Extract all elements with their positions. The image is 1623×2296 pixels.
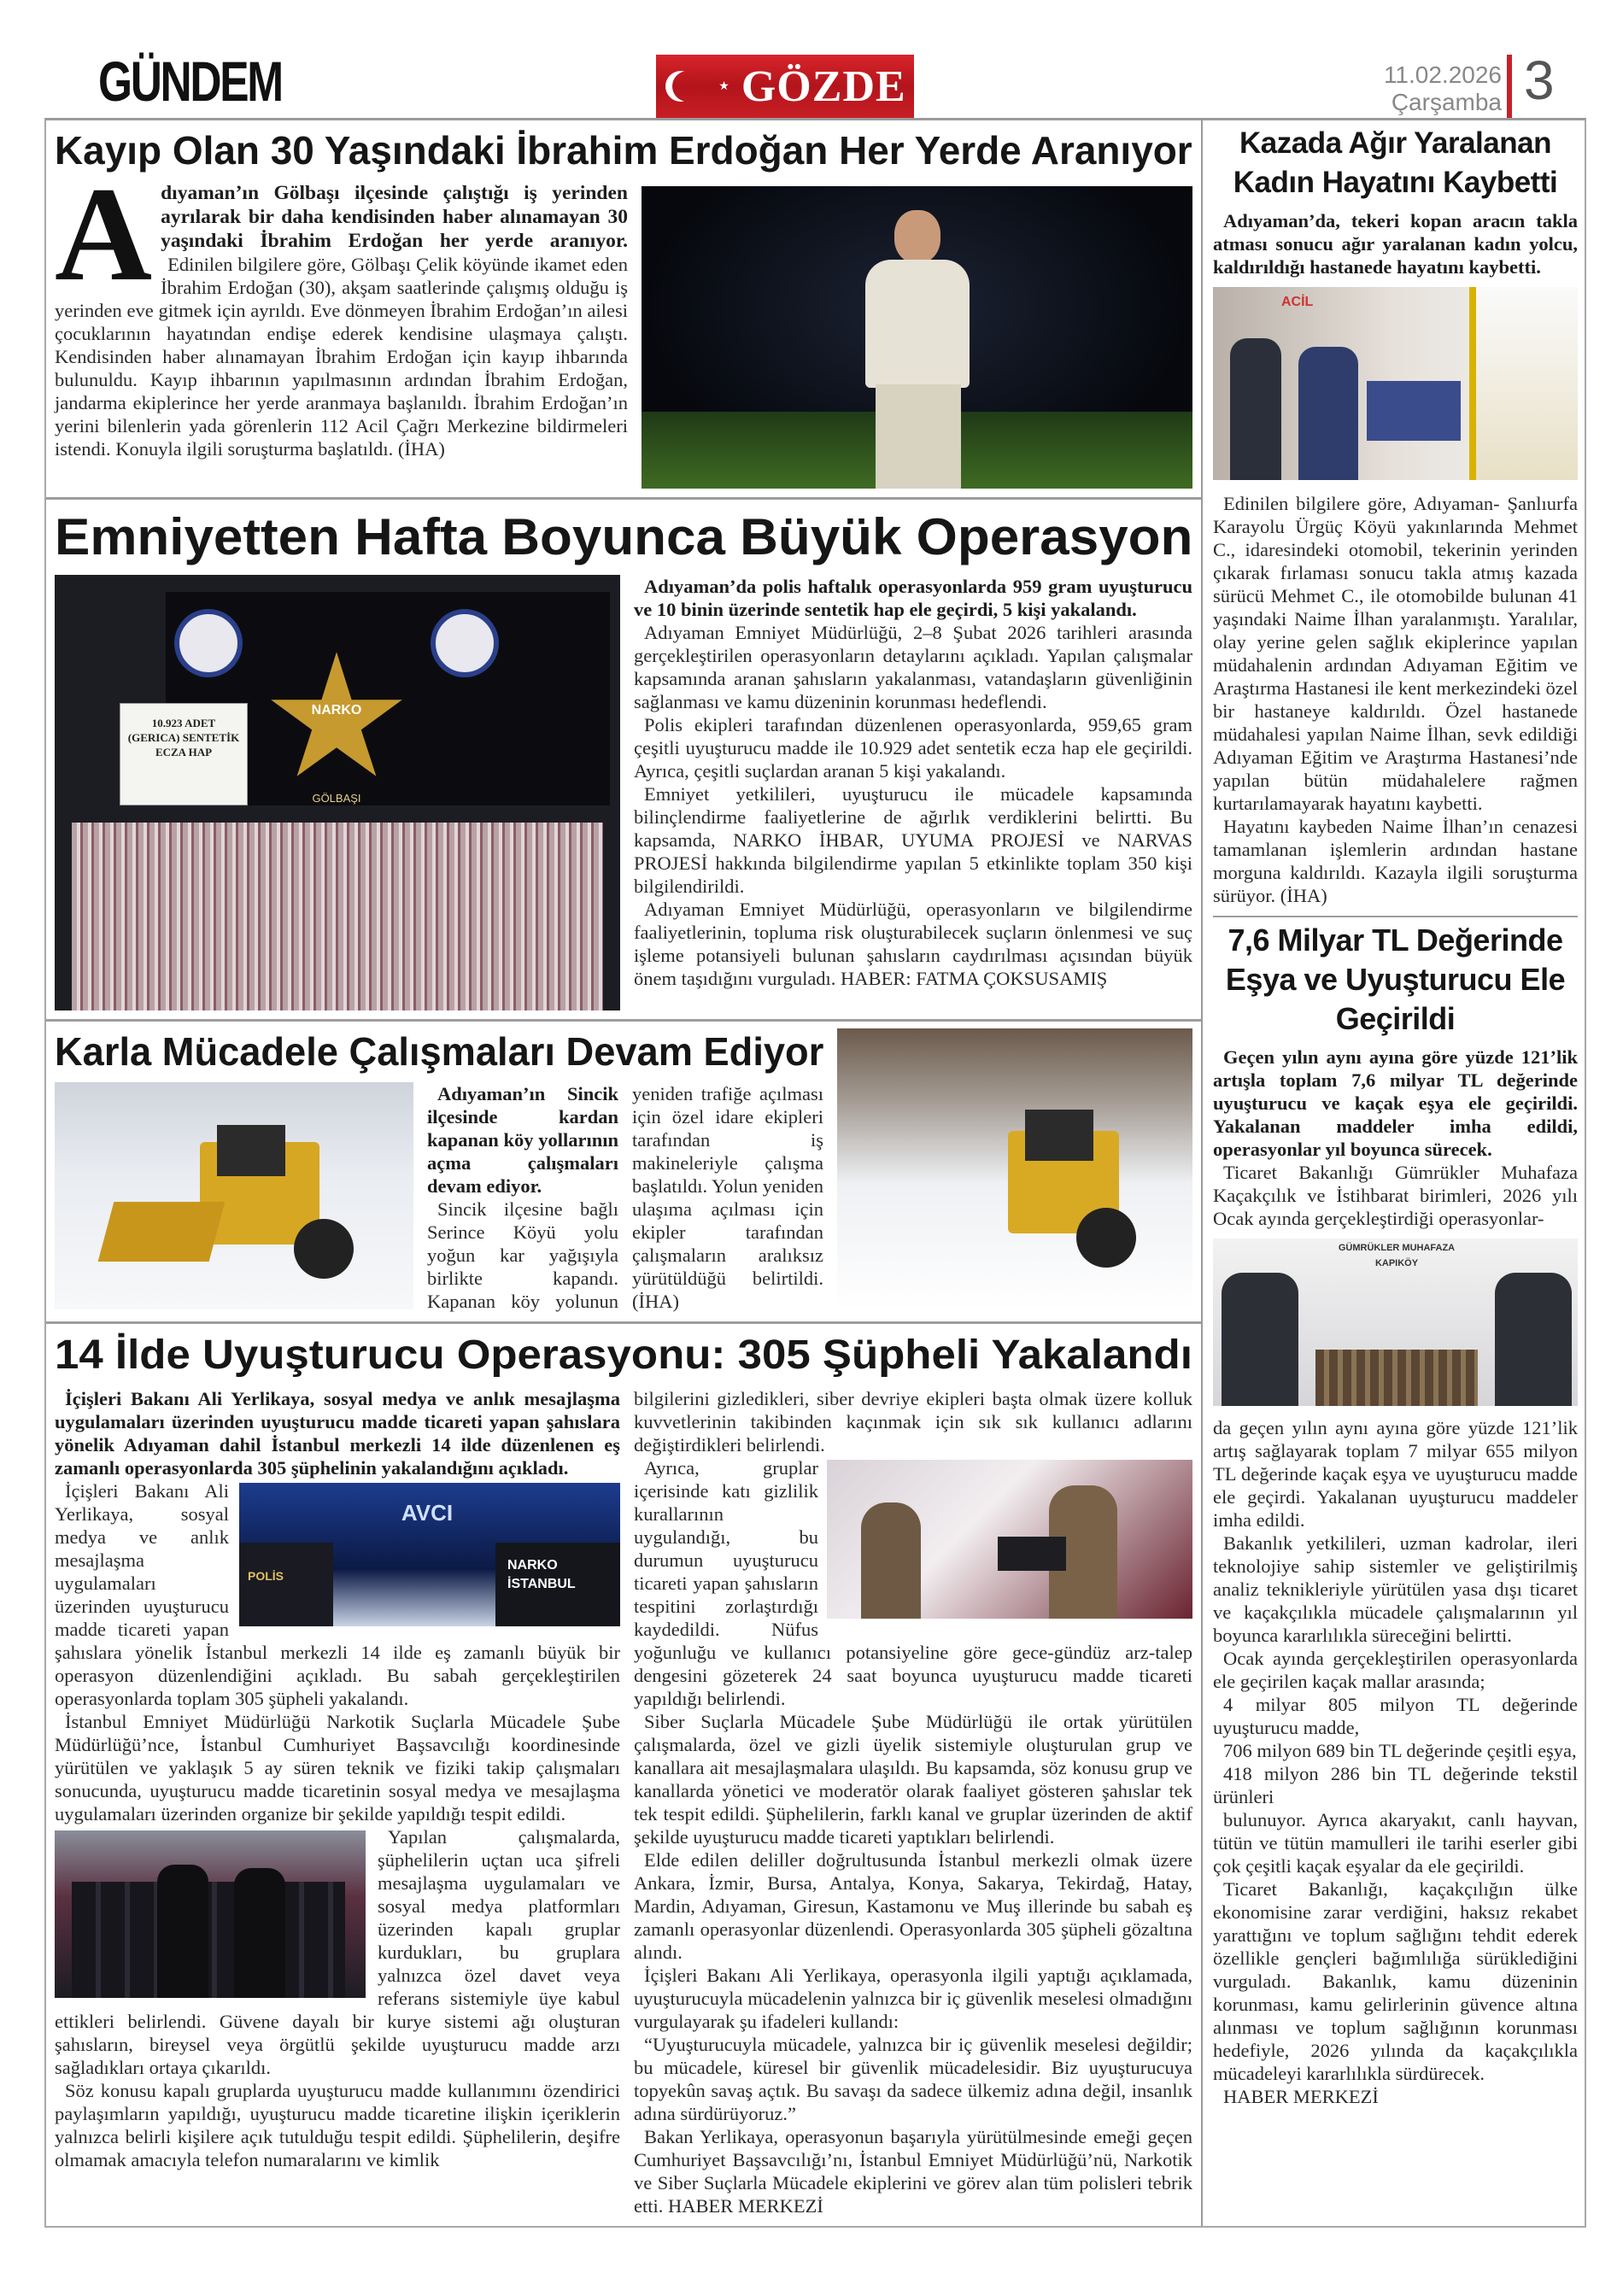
body-paragraph: Ayrıca, gruplar içerisinde katı gizlilik kurallarının uygulandığı, bu durumun uyuşturucu ticareti yapan şahısların tespitini zorlaştırdığı kaydedildi. Nüfus yoğunluğu ve kullanıcı potansiyeline göre gece-gündüz arz-talep dengesini gözeterek 24 saat boyunca uyuşturucu madde ticareti yapıldığı belirlendi.: [634, 1456, 1192, 1709]
body-paragraph: Emniyet yetkilileri, uyuşturucu ile mücadele kapsamında bilinçlendirme faaliyetlerine de ağırlık verdiklerini belirtti. Bu kapsamda, NARKO İHBAR, UYUMA PROJESİ ve NARVAS PROJESİ hakkında bilgilendirme yapılan 5 etkinlikte toplam 350 kişi bilgilendirildi.: [634, 783, 1192, 898]
article-snow: [46, 1022, 1201, 1324]
snow-plow-photo-2: [837, 1028, 1192, 1310]
photo-label: NARKO: [507, 1557, 558, 1573]
crescent-icon: [672, 71, 703, 102]
body-paragraph: 4 milyar 805 milyon TL değerinde uyuşturucu madde,: [1213, 1694, 1578, 1738]
article-customs-headline: 7,6 Milyar TL Değerinde Eşya ve Uyuşturucu Ele Geçirildi: [1225, 922, 1566, 1036]
article-accident-lead: [1213, 209, 1578, 278]
photo-label: KAPIKÖY: [1374, 1258, 1419, 1268]
article-drug-op-left-column: [55, 1387, 620, 2171]
date-text: 11.02.2026: [1383, 62, 1502, 88]
customs-seizure-photo: [1213, 1239, 1578, 1406]
star-icon: ★: [718, 79, 729, 93]
body-paragraph: Söz konusu kapalı gruplarda uyuşturucu madde kullanımını özendirici paylaşımların yapıldığı, uyuşturucu madde ticaretine ilişkin içeriklerin yalnızca belirli kişilere açık tutulduğu tespit edildi. Şüphelilerin, deşifre olmamak amacıyla telefon numaralarını ve kimlik: [55, 2079, 620, 2170]
article-operation-headline: [55, 507, 1192, 568]
article-accident-headline: Kazada Ağır Yaralanan Kadın Hayatını Kaybetti: [1233, 126, 1558, 199]
lead-text: Adıyaman’da, tekeri kopan aracın takla atması sonucu ağır yaralanan kadın yolcu, kaldırıldığı hastanede hayatını kaybetti.: [1213, 210, 1578, 278]
body-paragraph: Bakanlık yetkilileri, uzman kadrolar, ileri teknolojiye sahip sistemler ve geliştirilmiş analiz teknikleriyle yürütülen yasa dışı ticaret ve kaçakçılıkla mücadele çalışmalarının yıl boyunca kararlılıkla süreceğini belirtti.: [1213, 1532, 1578, 1646]
lead-text: Adıyaman’da polis haftalık operasyonlarda 959 gram uyuşturucu ve 10 binin üzerinde sentetik hap ele geçirdi, 5 kişi yakalandı.: [634, 576, 1192, 621]
article-drug-op-headline: [55, 1331, 1192, 1380]
photo-label: AVCI: [401, 1499, 454, 1526]
body-paragraph: İstanbul Emniyet Müdürlüğü Narkotik Suçlarla Mücadele Şube Müdürlüğü’nce, İstanbul Cumhuriyet Başsavcılığı koordinesinde yürütülen ve yaklaşık 5 ay süren teknik ve fiziki takip çalışmaları sonucunda, uyuşturucu madde ticaretinin sosyal medya ve mesajlaşma uygulamaları üzerinden organize bir şekilde yapıldığı tespit edildi.: [55, 1710, 620, 1824]
body-paragraph: da geçen yılın aynı ayına göre yüzde 121’lik artış sağlayarak toplam 7 milyar 655 milyon TL değerinde kaçak eşya ve uyuşturucu madde ele geçirdi. Yakalanan uyuşturucu maddeler imha edildi.: [1213, 1417, 1578, 1531]
missing-person-photo: [642, 186, 1192, 489]
body-paragraph: Sincik ilçesine bağlı Serince Köyü yolu yoğun kar yağışıyla birlikte kapandı. Kapanan köy yolunun yeniden trafiğe açılması için özel idare ekipleri tarafından iş makineleriyle çalışma başlatıldı. Yolun yeniden ulaşıma açılması için ekipler tarafından çalışmaların aralıksız yürütüldüğü belirtildi. (İHA): [427, 1083, 823, 1313]
article-operation: [46, 500, 1201, 1022]
side-column: [1203, 120, 1585, 2226]
article-missing-headline: [55, 127, 1192, 174]
seized-drugs-photo: [55, 575, 620, 1010]
lead-text: İçişleri Bakanı Ali Yerlikaya, sosyal medya ve anlık mesajlaşma uygulamaları üzerinden uyuşturucu madde ticareti yapan şahıslara yönelik Adıyaman dahil İstanbul merkezli 14 ilde düzenlenen eş zamanlı operasyonlarda 305 şüphelinin yakalandığını açıkladı.: [55, 1387, 620, 1479]
body-paragraph: İçişleri Bakanı Ali Yerlikaya, sosyal medya ve anlık mesajlaşma uygulamaları üzerinden uyuşturucu madde ticareti yapan şahıslara yönelik İstanbul merkezli 14 ilde eş zamanlı büyük bir operasyon düzenlendiğini açıkladı. Bu sabah gerçekleştirilen operasyonlarda toplam 305 şüpheli yakalandı.: [55, 1479, 620, 1709]
headline-text: 14 İlde Uyuşturucu Operasyonu: 305 Şüpheli Yakalandı: [55, 1332, 1192, 1379]
body-paragraph: Yapılan çalışmalarda, şüphelilerin uçtan uca şifreli mesajlaşma uygulamaları ve sosyal medya platformları üzerinden kapalı gruplar kurdukları, bu gruplara yalnızca özel davet veya referans sistemiyle üye kabul ettikleri belirlendi. Güvene dayalı bir kurye sistemi ağı oluşturan şahısların, bireysel veya örgütlü şekilde uyuşturucu madde arzı sağladıkları ortaya çıkarıldı.: [55, 1825, 620, 2078]
article-operation-text: [634, 575, 1192, 990]
photo-label: POLİS: [239, 1543, 333, 1626]
article-customs-text-top: [1213, 1046, 1578, 1230]
police-emblem-icon: [431, 609, 499, 677]
body-paragraph: Siber Suçlarla Mücadele Şube Müdürlüğü ile ortak yürütülen çalışmalarda, özel ve gizli üyelik sistemiyle oluşturulan grup ve kanallara ait mesajlaşmalara ulaşıldı. Bu kapsamda, söz konusu grup ve kanallarda yönetici ve moderatör olarak faaliyet gösteren şahıslar tek tek tespit edildi. Şüphelilerin, farklı kanal ve gruplar üzerinden de aktif şekilde uyuşturucu madde ticareti yaptıkları belirlendi.: [634, 1710, 1192, 1848]
lead-text: dıyaman’ın Gölbaşı ilçesinde çalıştığı iş yerinden ayrılarak bir daha kendisinden haber alınamayan 30 yaşındaki İbrahim Erdoğan her yerde aranıyor.: [161, 182, 628, 253]
page-frame: [44, 118, 1586, 2228]
photo-label: GÜMRÜKLER MUHAFAZA: [1338, 1243, 1456, 1253]
day-text: Çarşamba: [1391, 89, 1502, 115]
body-paragraph: Hayatını kaybeden Naime İlhan’ın cenazesi tamamlanan işlemlerin ardından hastane morguna kaldırıldı. Kazayla ilgili soruşturma sürüyor. (İHA): [1213, 816, 1578, 906]
article-missing: [46, 120, 1201, 500]
photo-sign: 10.923 ADET (GERICA) SENTETİK ECZA HAP: [120, 703, 248, 805]
body-paragraph: bulunuyor. Ayrıca akaryakıt, canlı hayvan, tütün ve tütün mamulleri ile tarihi eserler gibi çok çeşitli kaçak eşyalar da ele geçirildi.: [1213, 1809, 1578, 1877]
body-paragraph: İçişleri Bakanı Ali Yerlikaya, operasyonla ilgili yaptığı açıklamada, uyuşturucuyla mücadelenin yalnızca bir iç güvenlik meselesi olmadığını vurgulayarak şu ifadeleri kullandı:: [634, 1964, 1192, 2032]
police-officers-photo: [55, 1830, 366, 1998]
body-paragraph: Adıyaman Emniyet Müdürlüğü, operasyonların ve bilgilendirme faaliyetlerinin, topluma risk oluşturabilecek suçların önlenmesi ve suç işleme potansiyeli bulunan şahısların caydırılması açısından büyük önem taşıdığını vurguladı. HABER: FATMA ÇOKSUSAMIŞ: [634, 899, 1192, 990]
byline: HABER MERKEZİ: [1223, 2086, 1379, 2107]
body-paragraph: “Uyuşturucuyla mücadele, yalnızca bir iç güvenlik meselesi değildir; bu mücadele, küresel bir güvenlik mücadelesidir. Biz uyuşturucuya topyekûn savaş açtık. Bu savaşı da sadece ülkemiz adına değil, insanlık adına sürdürüyoruz.”: [634, 2033, 1192, 2124]
article-drug-op-right-column: [634, 1387, 1192, 2217]
emblem-text: NARKO: [311, 703, 362, 718]
body-paragraph: bilgilerini gizledikleri, siber devriye ekipleri başta olmak üzere kolluk kuvvetlerinin takibinden kaçınmak için sık sık kullanıcı adlarını değiştirdikleri belirlendi.: [634, 1387, 1192, 1456]
body-paragraph: Bakan Yerlikaya, operasyonun başarıyla yürütülmesinde emeği geçen Cumhuriyet Başsavcılığı’nı, İstanbul Emniyet Müdürlüğü’nü, Narkotik ve Siber Suçlarla Mücadele ekiplerini ve görev alan tüm polisleri tebrik etti. HABER MERKEZİ: [634, 2125, 1192, 2217]
photo-label: İSTANBUL: [507, 1576, 576, 1591]
article-drug-op: [46, 1324, 1201, 2226]
police-emblem-icon: [174, 609, 243, 677]
body-text: Edinilen bilgilere göre, Gölbaşı Çelik köyünde ikamet eden İbrahim Erdoğan (30), akşam saatlerinde çalışmış olduğu iş yerinden eve gitmek için ayrıldı. Eve dönmeyen İbrahim Erdoğan’ın ailesi çocuklarının hayatından endişe ederek kendisine ulaşmaya çalıştı. Kendisinden haber alınamayan İbrahim Erdoğan için kayıp ihbarında bulunuldu. Kayıp ihbarının yapılmasının ardından İbrahim Erdoğan, jandarma ekiplerince her yerde aranmaya başlanıldı. İbrahim Erdoğan’ın yerini bilenlerin yada görenlerin 112 Acil Çağrı Merkezine bildirmeleri istendi. Konuyla ilgili soruşturma başlatıldı. (İHA): [55, 254, 628, 460]
article-snow-headline: [55, 1028, 823, 1075]
page-number: 3: [1524, 50, 1555, 111]
headline-text: Karla Mücadele Çalışmaları Devam Ediyor: [55, 1029, 824, 1075]
body-paragraph: Ocak ayında gerçekleştirilen operasyonlarda ele geçirilen kaçak mallar arasında;: [1213, 1648, 1578, 1692]
section-title: GÜNDEM: [98, 50, 282, 113]
issue-date: [1365, 62, 1502, 116]
body-paragraph: Edinilen bilgilere göre, Adıyaman- Şanlıurfa Karayolu Ürgüç Köyü yakınlarında Mehmet C., idaresindeki otomobil, tekerinin yerinden çıkarak fırlaması sonucu takla atmış kazada sürücü Mehmet C., ile otomobilde bulunan 41 yaşındaki Naime İlhan yaralanmıştı. Yaralılar, olay yerine gelen sağlık ekiplerince yapılan müdahalenin ardından Adıyaman Eğitim ve Araştırma Hastanesi ile kent merkezindeki özel bir hastaneye kaldırıldı. Özel hastanede müdahalesi yapılan Naime İlhan, sevk edildiği Adıyaman Eğitim ve Araştırma Hastanesi’nde yapılan bütün müdahalelere rağmen kurtarılamayarak hayatını kaybetti.: [1213, 493, 1578, 814]
article-snow-text: [427, 1082, 823, 1313]
headline-text: Emniyetten Hafta Boyunca Büyük Operasyon: [55, 508, 1193, 566]
body-paragraph: 706 milyon 689 bin TL değerinde çeşitli eşya,: [1223, 1740, 1577, 1761]
body-paragraph: Elde edilen deliller doğrultusunda İstanbul merkezli olmak üzere Ankara, İzmir, Bursa, Antalya, Konya, Sakarya, Tekirdağ, Hatay, Mardin, Adıyaman, Giresun, Kastamonu ve Muş illerinde bu sabah eş zamanlı operasyonlar düzenlendi. Operasyonlarda 305 şüpheli gözaltına alındı.: [634, 1848, 1192, 1963]
body-paragraph: Ticaret Bakanlığı, kaçakçılığın ülke ekonomisine zarar verdiğini, haksız rekabet yarattığını ve toplum sağlığını tehdit ederek özellikle gençleri bağımlılığa sürüklediğini vurguladı. Bakanlık, kamu düzeninin korunması, kamu gelirlerinin güvence altına alınması ve toplum sağlığının korunması hedefiyle, 2026 yılında da kaçakçılıkla mücadeleyi kararlılıkla sürdürecek.: [1213, 1878, 1578, 2084]
article-accident-text: [1213, 492, 1578, 907]
main-column: [46, 120, 1203, 2226]
newspaper-logo[interactable]: [656, 55, 914, 118]
article-customs-text: [1213, 1416, 1578, 2108]
body-paragraph: 418 milyon 286 bin TL değerinde tekstil ürünleri: [1213, 1763, 1578, 1807]
logo-text: GÖZDE: [741, 62, 906, 111]
headline-text: Kayıp Olan 30 Yaşındaki İbrahim Erdoğan Her Yerde Aranıyor: [55, 128, 1192, 173]
divider: [1213, 916, 1578, 917]
special-forces-photo: [827, 1460, 1192, 1619]
drop-cap: A: [55, 160, 153, 310]
avci-operation-photo: [239, 1483, 620, 1626]
article-missing-text: [55, 160, 628, 460]
divider: [1507, 55, 1512, 118]
lead-text: Geçen yılın aynı ayına göre yüzde 121’lik artışla toplam 7,6 milyar TL değerinde uyuşturucu ve kaçak eşya ele geçirildi. Yakalanan maddeler imha edildi, operasyonlar yıl boyunca sürecek.: [1213, 1046, 1578, 1160]
body-paragraph: Ticaret Bakanlığı Gümrükler Muhafaza Kaçakçılık ve İstihbarat birimleri, 2026 yılı Ocak ayında gerçekleştirdiği operasyonlar-: [1213, 1162, 1578, 1229]
emblem-subtext: GÖLBAŞI: [312, 792, 361, 805]
ambulance-photo: [1213, 287, 1578, 480]
body-paragraph: Adıyaman Emniyet Müdürlüğü, 2–8 Şubat 2026 tarihleri arasında gerçekleştirilen operasyonların detaylarını açıkladı. Yapılan çalışmalar kapsamında aranan şahısların yakalanması, vatandaşların güvenliğinin sağlanması ve kamu düzeninin korunması hedeflendi.: [634, 622, 1192, 713]
snow-plow-photo: [55, 1082, 413, 1309]
lead-text: Adıyaman’ın Sincik ilçesinde kardan kapanan köy yollarının açma çalışmaları devam ediyor.: [427, 1083, 618, 1198]
photo-label: ACİL: [1281, 295, 1314, 309]
body-paragraph: Polis ekipleri tarafından düzenlenen operasyonlarda, 959,65 gram çeşitli uyuşturucu madde ile 10.929 adet sentetik ecza hap ele geçirildi. Ayrıca, çeşitli suçlardan aranan 5 kişi yakalandı.: [634, 714, 1192, 782]
